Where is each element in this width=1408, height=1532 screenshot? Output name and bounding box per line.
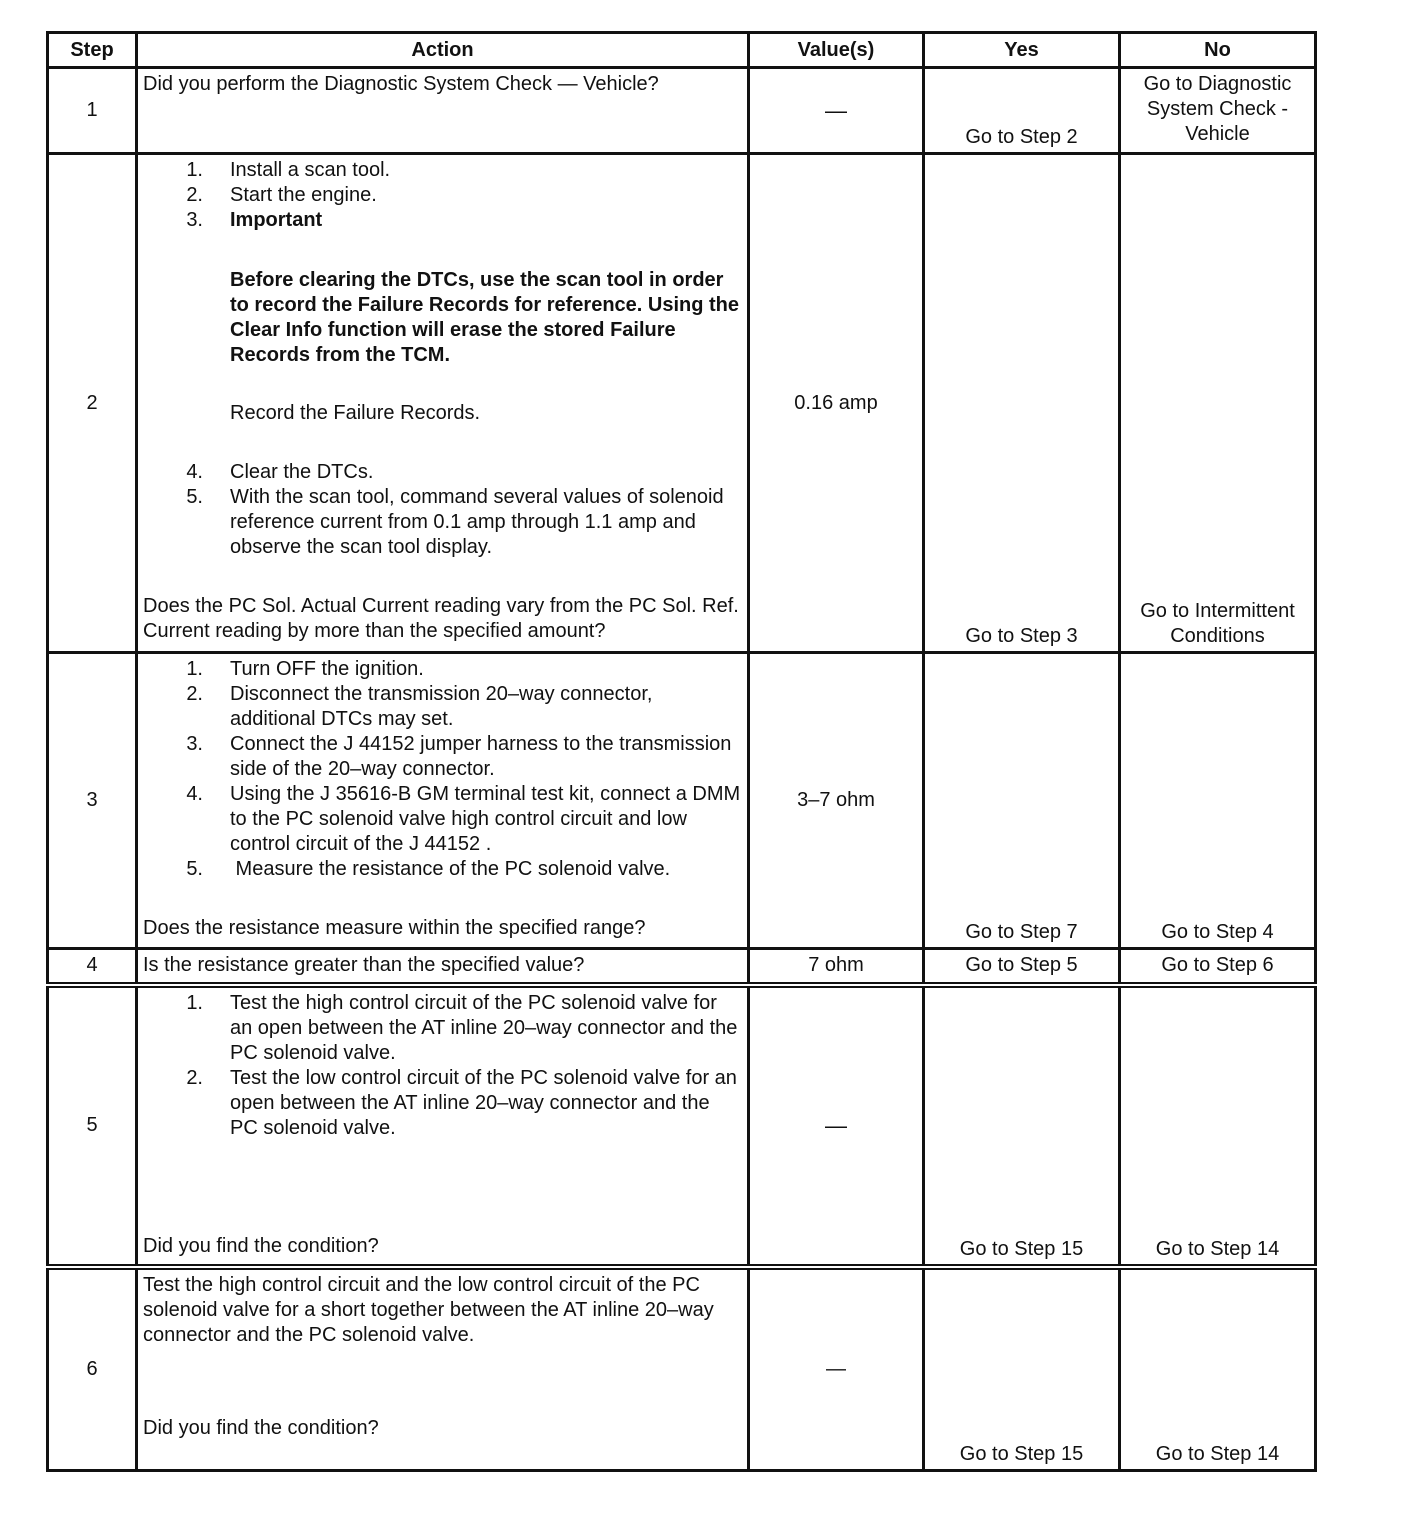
list-item: 5. Measure the resistance of the PC solenoid valve. bbox=[186, 858, 671, 880]
step-number: 3 bbox=[48, 653, 137, 949]
no-cell: Go to Intermittent Conditions bbox=[1120, 154, 1316, 653]
no-cell: Go to Step 14 bbox=[1120, 985, 1316, 1267]
action-cell bbox=[137, 653, 749, 949]
list-item: 4. Clear the DTCs. bbox=[186, 461, 374, 483]
question-text: Does the resistance measure within the specified range? bbox=[143, 917, 646, 939]
question-text: Did you perform the Diagnostic System Check — Vehicle? bbox=[143, 73, 659, 95]
header-action: Action bbox=[137, 33, 749, 68]
yes-cell: Go to Step 3 bbox=[924, 154, 1120, 653]
important-note: Before clearing the DTCs, use the scan tool in order to record the Failure Records for reference. Using the Clear Info function will erase the stored Failure Records from the TCM. bbox=[230, 269, 740, 366]
action-cell bbox=[137, 68, 749, 154]
list-item: 1. Install a scan tool. bbox=[186, 159, 391, 181]
value-cell: — bbox=[749, 1267, 924, 1471]
yes-cell: Go to Step 2 bbox=[924, 68, 1120, 154]
table-row-step-4 bbox=[48, 949, 1316, 985]
header-row bbox=[48, 33, 1316, 68]
table-row-step-1 bbox=[48, 68, 1316, 154]
value-cell: — bbox=[749, 985, 924, 1267]
yes-cell: Go to Step 15 bbox=[924, 985, 1120, 1267]
table-row-step-6 bbox=[48, 1267, 1316, 1471]
no-cell: Go to Step 14 bbox=[1120, 1267, 1316, 1471]
no-cell: Go to Diagnostic System Check - Vehicle bbox=[1120, 68, 1316, 154]
list-item: 5. With the scan tool, command several values of solenoid reference current from 0.1 amp through 1.1 amp and observe the scan tool display. bbox=[186, 486, 724, 558]
list-item: 2. Test the low control circuit of the PC solenoid valve for an open between the AT inline 20–way connector and the PC solenoid valve. bbox=[186, 1066, 737, 1139]
yes-cell: Go to Step 7 bbox=[924, 653, 1120, 949]
question-text: Does the PC Sol. Actual Current reading vary from the PC Sol. Ref. Current reading by more than the specified amount? bbox=[143, 595, 739, 642]
list-item: 2. Start the engine. bbox=[186, 184, 377, 206]
question-text: Is the resistance greater than the specified value? bbox=[137, 949, 749, 985]
yes-cell: Go to Step 15 bbox=[924, 1267, 1120, 1471]
value-cell: 0.16 amp bbox=[749, 154, 924, 653]
action-cell bbox=[137, 985, 749, 1267]
step-number: 2 bbox=[48, 154, 137, 653]
action-steps bbox=[143, 657, 741, 882]
header-values: Value(s) bbox=[749, 33, 924, 68]
action-cell bbox=[137, 1267, 749, 1471]
no-cell: Go to Step 4 bbox=[1120, 653, 1316, 949]
list-item: 1. Test the high control circuit of the PC solenoid valve for an open between the AT inline 20–way connector and the PC solenoid valve. bbox=[186, 991, 738, 1064]
step-number: 6 bbox=[48, 1267, 137, 1471]
step-number: 5 bbox=[48, 985, 137, 1267]
record-note: Record the Failure Records. bbox=[230, 402, 481, 424]
step-number: 1 bbox=[48, 68, 137, 154]
header-yes: Yes bbox=[924, 33, 1120, 68]
list-item: 3. Connect the J 44152 jumper harness to the transmission side of the 20–way connector. bbox=[186, 733, 732, 780]
step-number: 4 bbox=[48, 949, 137, 985]
action-steps bbox=[143, 991, 741, 1141]
value-cell: 3–7 ohm bbox=[749, 653, 924, 949]
value-cell: 7 ohm bbox=[749, 949, 924, 985]
value-cell: — bbox=[749, 68, 924, 154]
table-row-step-5 bbox=[48, 985, 1316, 1267]
list-item: 4. Using the J 35616-B GM terminal test kit, connect a DMM to the PC solenoid valve high control circuit and low control circuit of the J 44152 . bbox=[186, 783, 741, 855]
question-text: Did you find the condition? bbox=[143, 1416, 379, 1439]
list-item: 1. Turn OFF the ignition. bbox=[186, 658, 424, 680]
list-item: 2. Disconnect the transmission 20–way connector, additional DTCs may set. bbox=[186, 683, 653, 730]
action-cell bbox=[137, 154, 749, 653]
no-cell: Go to Step 6 bbox=[1120, 949, 1316, 985]
question-text: Did you find the condition? bbox=[143, 1234, 379, 1257]
header-no: No bbox=[1120, 33, 1316, 68]
table-row-step-3 bbox=[48, 653, 1316, 949]
list-item: 3. Important bbox=[186, 209, 323, 231]
instruction-text: Test the high control circuit and the low control circuit of the PC solenoid valve for a short together between the AT inline 20–way connector and the PC solenoid valve. bbox=[143, 1273, 714, 1346]
yes-cell: Go to Step 5 bbox=[924, 949, 1120, 985]
header-step: Step bbox=[48, 33, 137, 68]
diagnostic-table bbox=[46, 31, 1317, 1472]
table-row-step-2 bbox=[48, 154, 1316, 653]
action-steps bbox=[143, 158, 741, 560]
